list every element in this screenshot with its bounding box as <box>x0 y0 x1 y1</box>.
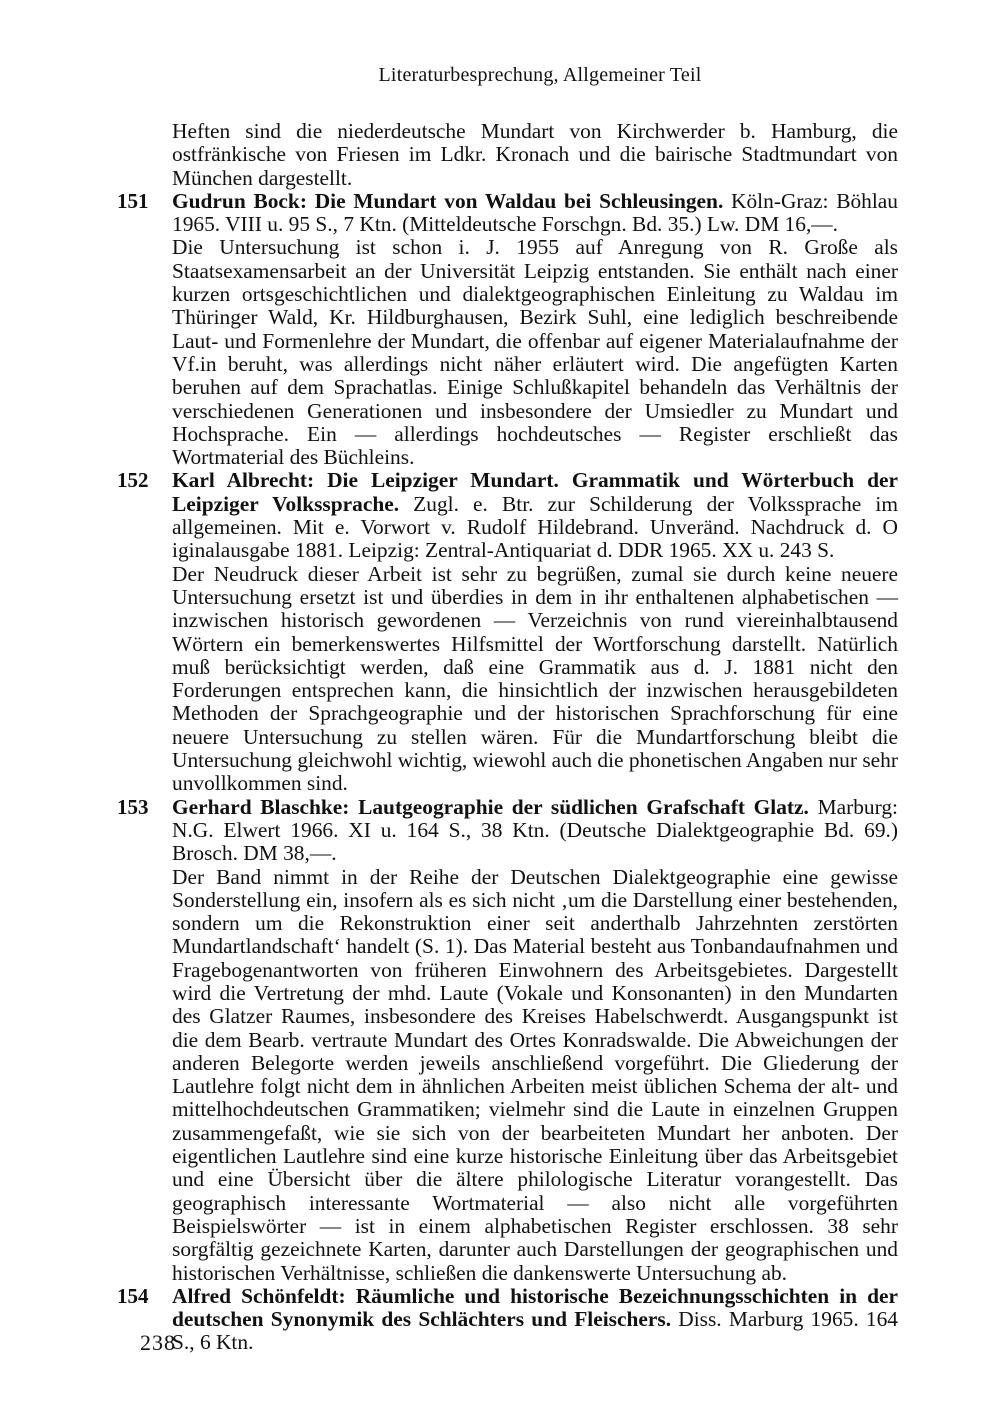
entry-citation <box>172 1285 898 1355</box>
entry-review-text: Die Untersuchung ist schon i. J. 1955 auf Anregung von R. Große als Staatsexamensarbeit an der Universität Leipzig entstanden. Sie enthält nach einer kurzen ortsgeschichtlichen und dialektgeographischen Einleitung zu Waldau im Thüringer Wald, Kr. Hildburghausen, Bezirk Suhl, eine lediglich beschreibende Laut- und Formenlehre der Mundart, die offenbar auf eigener Materialaufnahme der Vf.in beruht, was allerdings nicht näher erläutert wird. Die angefügten Karten beruhen auf dem Sprachatlas. Einige Schlußkapitel behandeln das Verhältnis der verschiedenen Generationen und insbesondere der Umsiedler zu Mundart und Hochsprache. Ein — allerdings hochdeutsches — Register erschließt das Wortmaterial des Büchleins. <box>172 235 898 470</box>
entry-citation <box>172 469 898 562</box>
entry-author-title: Gerhard Blaschke: Lautgeographie der südlichen Grafschaft Glatz. <box>172 794 809 819</box>
entry-publication-details: Köln-Graz: Böhlau 1965. VIII u. 95 S., 7 Ktn. (Mitteldeutsche Forschgn. Bd. 35.) Lw. DM 16,—. <box>172 188 898 237</box>
page-number: 238 <box>140 1330 176 1355</box>
entry-publication-details: Diss. Marburg 1965. 164 S., 6 Ktn. <box>172 1307 898 1355</box>
entry-number: 152 <box>117 468 149 493</box>
entry-number: 153 <box>117 794 149 819</box>
entry-review-text: Der Neudruck dieser Arbeit ist sehr zu begrüßen, zumal sie durch keine neuere Untersuchung ersetzt ist und überdies in dem in ihr enthaltenen alphabetischen — inzwischen historisch gewordenen — Verzeichnis von rund viereinhalbtausend Wörtern ein bemerkenswertes Hilfsmittel der Wortforschung darstellt. Natürlich muß berücksichtigt werden, daß eine Grammatik aus d. J. 1881 nicht den Forderungen entsprechen kann, die hinsichtlich der inzwischen herausgebildeten Methoden der Sprachgeographie und der historischen Sprachforschung für eine neuere Untersuchung zu stellen wären. Für die Mundartforschung bleibt die Untersuchung gleichwohl wichtig, wiewohl auch die phonetischen Angaben nur sehr unvollkommen sind. <box>172 561 898 796</box>
entry-number: 154 <box>117 1283 149 1308</box>
entry-number: 151 <box>117 188 149 213</box>
running-header: Literaturbesprechung, Allgemeiner Teil <box>378 64 702 86</box>
entry-review-text: Der Band nimmt in der Reihe der Deutschen Dialektgeographie eine gewisse Sonderstellung ein, insofern als es sich nicht ‚um die Darstellung einer bestehenden, sondern um die Rekonstruktion einer seit anderthalb Jahrzehnten zerstörten Mundartlandschaft‘ handelt (S. 1). Das Material besteht aus Tonbandaufnahmen und Fragebogenantworten von früheren Einwohnern des Arbeitsgebietes. Dargestellt wird die Vertretung der mhd. Laute (Vokale und Konsonanten) in den Mundarten des Glatzer Raumes, insbesondere des Kreises Habelschwerdt. Ausgangspunkt ist die dem Bearb. vertraute Mundart des Ortes Konradswalde. Die Abweichungen der anderen Belegorte werden jeweils anschließend vorgeführt. Die Gliederung der Lautlehre folgt nicht dem in ähnlichen Arbeiten meist üblichen Schema der alt- und mittelhochdeutschen Grammatiken; vielmehr sind die Laute in einzelnen Gruppen zusammengefaßt, wie sie sich von der bearbeiteten Mundart her anboten. Der eigentlichen Lautlehre sind eine kurze historische Einleitung über das Arbeitsgebiet und eine Übersicht über die ältere philologische Literatur vorangestellt. Das geographisch interessante Wortmaterial — also nicht alle vorgeführten Beispielswörter — ist in einem alphabetischen Register erschlossen. 38 sehr sorgfältig gezeichnete Karten, darunter auch Darstellungen der geographischen und historischen Verhältnisse, schließen die dankenswerte Untersuchung ab. <box>172 864 898 1285</box>
bibliography-entry-153 <box>117 794 898 1285</box>
intro-paragraph: Heften sind die niederdeutsche Mundart von Kirchwerder b. Hamburg, die ostfränkische von Friesen im Ldkr. Kronach und die bairische Stadtmundart von München dargestellt. <box>172 119 898 190</box>
entry-citation <box>172 796 898 866</box>
bibliography-entry-151 <box>117 188 898 470</box>
entry-author-title: Gudrun Bock: Die Mundart von Waldau bei Schleusingen. <box>172 188 724 213</box>
entry-citation <box>172 190 898 237</box>
entry-author-title: Alfred Schönfeldt: Räumliche und historische Bezeichnungsschichten in der deutschen Synonymik des Schlächters und Fleischers. <box>172 1283 898 1332</box>
entry-author-title: Karl Albrecht: Die Leipziger Mundart. Grammatik und Wörterbuch der Leipziger Volkssprache. <box>172 468 898 516</box>
bibliography-entry-152 <box>117 468 898 796</box>
entry-publication-details: Zugl. e. Btr. zur Schilderung der Volkssprache im allgemeinen. Mit e. Vorwort v. Rudolf Hildebrand. Unveränd. Nachdruck d. O iginalausgabe 1881. Leipzig: Zentral-Antiquariat d. DDR 1965. XX u. 243 S. <box>172 491 898 563</box>
entry-publication-details: Marburg: N.G. Elwert 1966. XI u. 164 S., 38 Ktn. (Deutsche Dialektgeographie Bd. 69.) Brosch. DM 38,—. <box>172 794 898 866</box>
